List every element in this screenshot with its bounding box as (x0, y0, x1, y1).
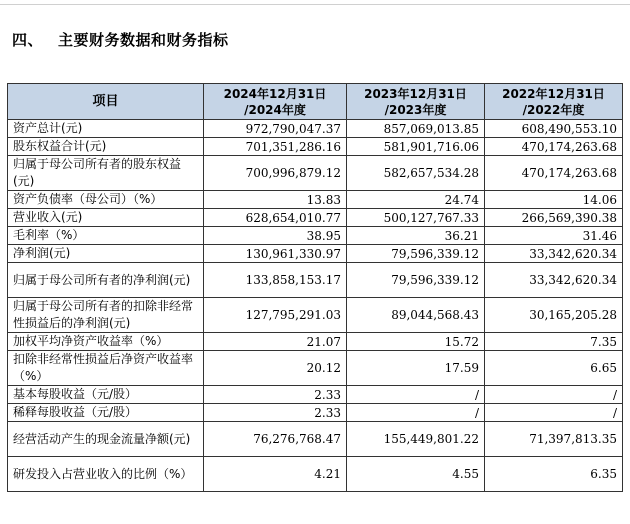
cell-2024: 130,961,330.97 (204, 245, 347, 263)
cell-2023: 581,901,716.06 (347, 138, 485, 156)
cell-2024: 76,276,768.47 (204, 422, 347, 457)
cell-2023: 500,127,767.33 (347, 209, 485, 227)
cell-2022: 71,397,813.35 (485, 422, 623, 457)
cell-2023: / (347, 386, 485, 404)
cell-2023: 24.74 (347, 191, 485, 209)
row-label: 营业收入(元) (8, 209, 204, 227)
table-row (8, 422, 623, 457)
cell-2022: 470,174,263.68 (485, 156, 623, 191)
table-row (8, 227, 623, 245)
row-label: 资产负债率（母公司）（%） (8, 191, 204, 209)
cell-2023: 36.21 (347, 227, 485, 245)
section-number: 四、 (12, 31, 44, 49)
cell-2024: 628,654,010.77 (204, 209, 347, 227)
top-divider (0, 0, 630, 5)
cell-2022: 14.06 (485, 191, 623, 209)
row-label: 净利润(元) (8, 245, 204, 263)
cell-2023: 4.55 (347, 457, 485, 492)
cell-2024: 972,790,047.37 (204, 120, 347, 138)
header-2023: 2023年12月31日 /2023年度 (347, 84, 485, 120)
cell-2022: 470,174,263.68 (485, 138, 623, 156)
section-heading (12, 29, 229, 50)
cell-2022: 31.46 (485, 227, 623, 245)
cell-2024: 13.83 (204, 191, 347, 209)
header-2022: 2022年12月31日 /2022年度 (485, 84, 623, 120)
cell-2024: 38.95 (204, 227, 347, 245)
row-label: 股东权益合计(元) (8, 138, 204, 156)
cell-2022: 6.35 (485, 457, 623, 492)
cell-2023: 89,044,568.43 (347, 298, 485, 333)
row-label: 归属于母公司所有者的净利润(元) (8, 263, 204, 298)
cell-2024: 701,351,286.16 (204, 138, 347, 156)
cell-2022: 266,569,390.38 (485, 209, 623, 227)
table-row (8, 263, 623, 298)
cell-2022: 6.65 (485, 351, 623, 386)
cell-2023: 17.59 (347, 351, 485, 386)
section-title-text: 主要财务数据和财务指标 (58, 31, 229, 49)
table-row (8, 120, 623, 138)
table-row (8, 156, 623, 191)
cell-2022: 7.35 (485, 333, 623, 351)
cell-2024: 133,858,153.17 (204, 263, 347, 298)
cell-2022: / (485, 404, 623, 422)
table-row (8, 298, 623, 333)
financial-data-table (7, 83, 623, 492)
cell-2023: 155,449,801.22 (347, 422, 485, 457)
row-label: 归属于母公司所有者的扣除非经常性损益后的净利润(元) (8, 298, 204, 333)
table-row (8, 457, 623, 492)
row-label: 加权平均净资产收益率（%） (8, 333, 204, 351)
cell-2022: 33,342,620.34 (485, 245, 623, 263)
table-row (8, 386, 623, 404)
cell-2022: 30,165,205.28 (485, 298, 623, 333)
cell-2022: 608,490,553.10 (485, 120, 623, 138)
cell-2023: 15.72 (347, 333, 485, 351)
table-row (8, 138, 623, 156)
cell-2024: 127,795,291.03 (204, 298, 347, 333)
cell-2023: 857,069,013.85 (347, 120, 485, 138)
table-row (8, 209, 623, 227)
row-label: 归属于母公司所有者的股东权益(元) (8, 156, 204, 191)
row-label: 研发投入占营业收入的比例（%） (8, 457, 204, 492)
cell-2022: 33,342,620.34 (485, 263, 623, 298)
row-label: 基本每股收益（元/股） (8, 386, 204, 404)
header-2024: 2024年12月31日 /2024年度 (204, 84, 347, 120)
row-label: 资产总计(元) (8, 120, 204, 138)
cell-2023: 79,596,339.12 (347, 263, 485, 298)
cell-2024: 20.12 (204, 351, 347, 386)
cell-2024: 4.21 (204, 457, 347, 492)
row-label: 经营活动产生的现金流量净额(元) (8, 422, 204, 457)
cell-2023: 582,657,534.28 (347, 156, 485, 191)
cell-2022: / (485, 386, 623, 404)
table-row (8, 404, 623, 422)
cell-2024: 700,996,879.12 (204, 156, 347, 191)
cell-2024: 2.33 (204, 404, 347, 422)
row-label: 稀释每股收益（元/股） (8, 404, 204, 422)
cell-2023: / (347, 404, 485, 422)
cell-2024: 2.33 (204, 386, 347, 404)
row-label: 扣除非经常性损益后净资产收益率（%） (8, 351, 204, 386)
table-header-row (8, 84, 623, 120)
table-row (8, 245, 623, 263)
table-row (8, 191, 623, 209)
row-label: 毛利率（%） (8, 227, 204, 245)
table-row (8, 333, 623, 351)
cell-2023: 79,596,339.12 (347, 245, 485, 263)
cell-2024: 21.07 (204, 333, 347, 351)
table-row (8, 351, 623, 386)
header-item: 项目 (8, 84, 204, 120)
